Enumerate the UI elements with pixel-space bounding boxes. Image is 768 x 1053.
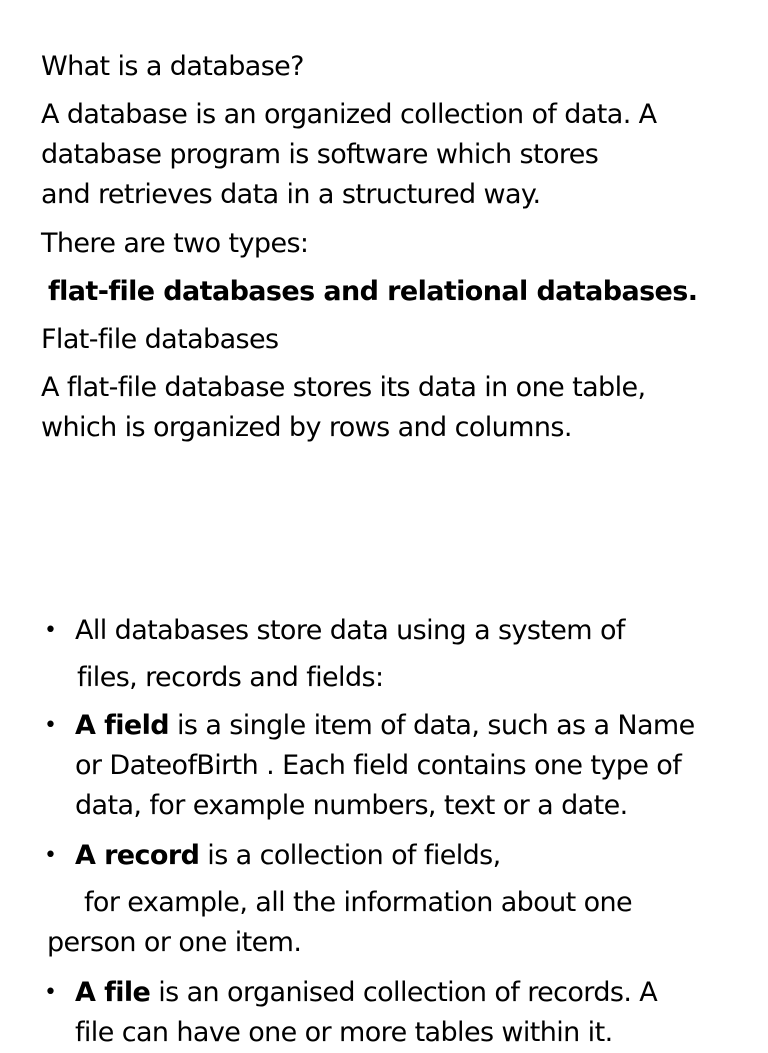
definition-line: and retrieves data in a structured way.	[41, 179, 541, 210]
bullet-line: A record is a collection of fields,	[75, 840, 501, 871]
bullet-line: A field is a single item of data, such as a Name	[75, 710, 695, 741]
bullet-line-cut: file can have one or more tables within it.	[75, 1017, 613, 1048]
bullet-dot-icon: •	[44, 843, 57, 868]
flat-file-heading: Flat-file databases	[41, 324, 279, 355]
term-record: A record	[75, 840, 200, 871]
types-intro: There are two types:	[41, 228, 309, 259]
term-file: A file	[75, 977, 151, 1008]
term-field: A field	[75, 710, 169, 741]
bullet-line: files, records and fields:	[77, 662, 384, 693]
types-bold: flat-file databases and relational databases.	[48, 276, 698, 307]
flat-desc-line: which is organized by rows and columns.	[41, 412, 572, 443]
bullet-dot-icon: •	[44, 980, 57, 1005]
bullet-line: or DateofBirth . Each field contains one type of	[75, 750, 682, 781]
record-example-line: person or one item.	[47, 927, 302, 958]
definition-line: A database is an organized collection of data. A	[41, 99, 657, 130]
definition-paragraph	[41, 95, 657, 215]
bullet-line: data, for example numbers, text or a date.	[75, 790, 628, 821]
heading-what-is-database: What is a database?	[41, 51, 304, 82]
bullet-line: All databases store data using a system of	[75, 615, 625, 646]
definition-line: database program is software which stores	[41, 139, 599, 170]
bullet-line: A file is an organised collection of records. A	[75, 977, 658, 1008]
bullet-dot-icon: •	[44, 618, 57, 643]
flat-desc-line: A flat-file database stores its data in one table,	[41, 372, 646, 403]
record-example-line: for example, all the information about one	[84, 887, 633, 918]
flat-file-description	[41, 368, 645, 448]
bullet-dot-icon: •	[44, 713, 57, 738]
